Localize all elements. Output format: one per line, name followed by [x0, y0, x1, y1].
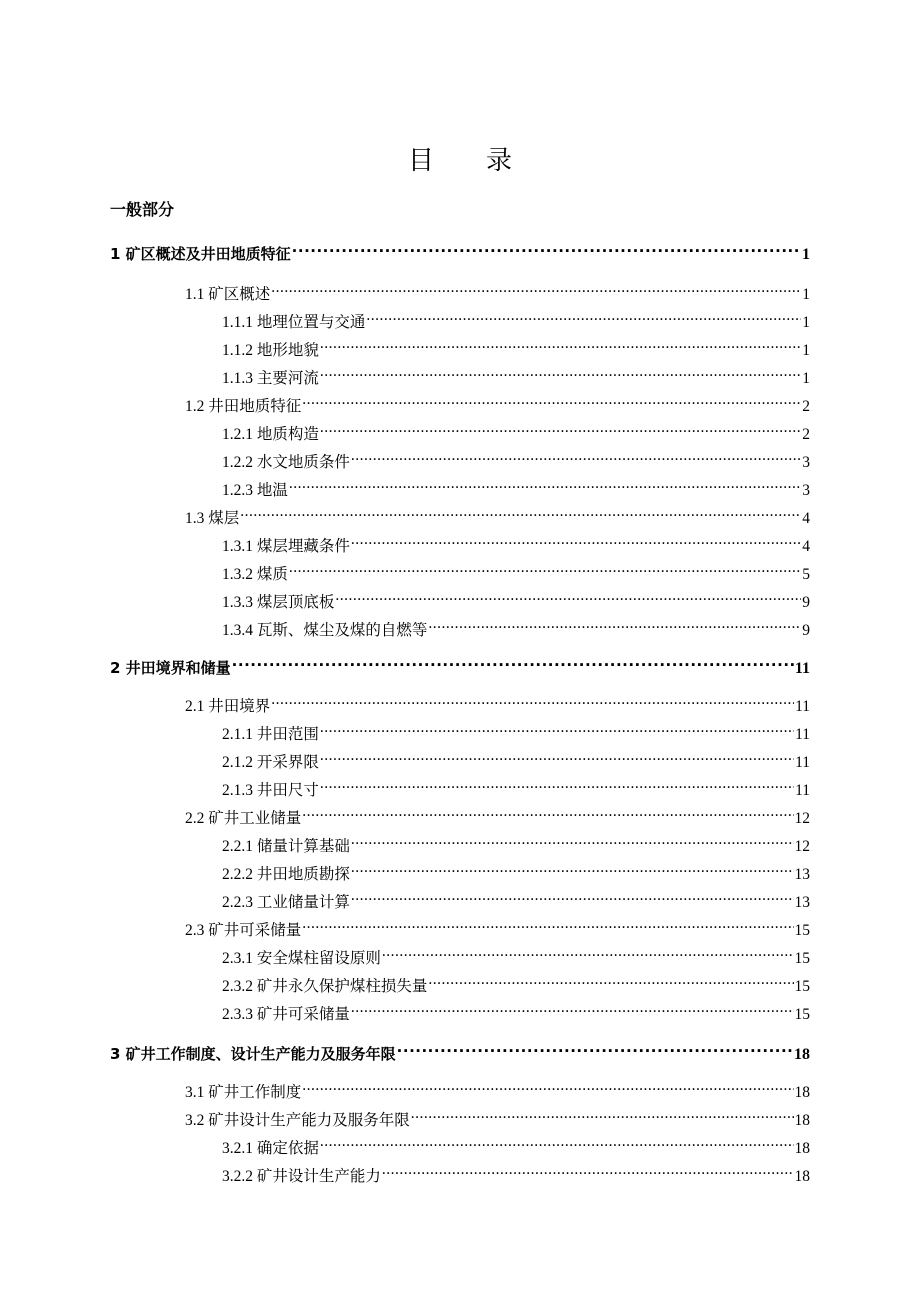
toc-entry-label: 2.1.2 开采界限: [222, 754, 319, 771]
toc-entry-page-number: 2: [802, 398, 810, 415]
toc-entry-page-number: 9: [802, 622, 810, 639]
toc-dot-leader: [428, 969, 793, 991]
toc-entry-label: 2.2.3 工业储量计算: [222, 894, 350, 911]
title-char-1: 目: [407, 146, 434, 176]
title-char-2: 录: [486, 146, 513, 176]
toc-entry-level-3[interactable]: [222, 997, 810, 1023]
toc-entry-label: 1.2.3 地温: [222, 482, 288, 499]
toc-entry-page-number: 18: [794, 1168, 810, 1185]
toc-entry-page-number: 18: [794, 1112, 810, 1129]
toc-entry-level-2[interactable]: [185, 1075, 810, 1101]
toc-dot-leader: [320, 1131, 794, 1153]
toc-entry-page-number: 13: [794, 866, 810, 883]
toc-entry-label: 3.1 矿井工作制度: [185, 1084, 302, 1101]
toc-dot-leader: [428, 613, 801, 635]
toc-dot-leader: [289, 557, 801, 579]
toc-entry-level-2[interactable]: [185, 689, 810, 715]
toc-dot-leader: [232, 651, 794, 673]
toc-entry-label: 1.1.2 地形地貌: [222, 342, 319, 359]
toc-entry-label: 2.2.2 井田地质勘探: [222, 866, 350, 883]
toc-entry-label: 1.2.1 地质构造: [222, 426, 319, 443]
toc-dot-leader: [351, 997, 794, 1019]
toc-entry-label: 3.2.1 确定依据: [222, 1140, 319, 1157]
toc-entry-level-3[interactable]: [222, 969, 810, 995]
toc-entry-level-3[interactable]: [222, 745, 810, 771]
toc-dot-leader: [351, 445, 801, 467]
toc-entry-label: 3 矿井工作制度、设计生产能力及服务年限: [110, 1045, 396, 1063]
toc-dot-leader: [240, 501, 801, 523]
toc-dot-leader: [335, 585, 801, 607]
toc-entry-label: 2.1.1 井田范围: [222, 726, 319, 743]
toc-entry-level-3[interactable]: [222, 361, 810, 387]
toc-entry-page-number: 11: [795, 782, 810, 799]
toc-entry-label: 1.1.3 主要河流: [222, 370, 319, 387]
toc-dot-leader: [302, 1075, 793, 1097]
toc-entry-page-number: 1: [802, 314, 810, 331]
toc-dot-leader: [382, 941, 794, 963]
toc-entry-level-3[interactable]: [222, 717, 810, 743]
toc-dot-leader: [366, 305, 801, 327]
toc-dot-leader: [351, 857, 794, 879]
toc-dot-leader: [320, 717, 794, 739]
toc-entry-page-number: 9: [802, 594, 810, 611]
toc-entry-page-number: 4: [802, 538, 810, 555]
toc-entry-page-number: 13: [794, 894, 810, 911]
toc-dot-leader: [271, 689, 794, 711]
toc-entry-level-2[interactable]: [185, 389, 810, 415]
toc-entry-label: 1.2 井田地质特征: [185, 398, 302, 415]
toc-entry-page-number: 2: [802, 426, 810, 443]
toc-dot-leader: [302, 913, 793, 935]
toc-entry-level-1[interactable]: [110, 1037, 810, 1063]
toc-entry-label: 1.3.3 煤层顶底板: [222, 594, 335, 611]
toc-entry-page-number: 5: [802, 566, 810, 583]
toc-entry-level-3[interactable]: [222, 473, 810, 499]
section-heading: 一般部分: [110, 200, 175, 219]
toc-entry-level-3[interactable]: [222, 333, 810, 359]
toc-dot-leader: [320, 417, 801, 439]
toc-entry-label: 1.3.4 瓦斯、煤尘及煤的自燃等: [222, 622, 428, 639]
toc-dot-leader: [292, 237, 801, 259]
toc-dot-leader: [351, 529, 801, 551]
toc-entry-level-3[interactable]: [222, 529, 810, 555]
toc-entry-label: 2.1.3 井田尺寸: [222, 782, 319, 799]
toc-entry-level-3[interactable]: [222, 585, 810, 611]
toc-dot-leader: [320, 773, 794, 795]
toc-entry-page-number: 15: [794, 978, 810, 995]
toc-entry-page-number: 11: [794, 660, 810, 677]
toc-entry-label: 2.2.1 储量计算基础: [222, 838, 350, 855]
toc-entry-level-3[interactable]: [222, 305, 810, 331]
toc-entry-level-3[interactable]: [222, 417, 810, 443]
toc-entry-level-1[interactable]: [110, 651, 810, 677]
toc-entry-level-3[interactable]: [222, 829, 810, 855]
toc-entry-page-number: 15: [794, 1006, 810, 1023]
toc-entry-page-number: 15: [794, 922, 810, 939]
toc-entry-page-number: 12: [794, 810, 810, 827]
toc-entry-level-3[interactable]: [222, 773, 810, 799]
toc-entry-level-2[interactable]: [185, 913, 810, 939]
toc-entry-level-2[interactable]: [185, 1103, 810, 1129]
toc-entry-label: 3.2 矿井设计生产能力及服务年限: [185, 1112, 410, 1129]
toc-dot-leader: [320, 333, 801, 355]
toc-entry-page-number: 1: [802, 342, 810, 359]
toc-entry-level-3[interactable]: [222, 1159, 810, 1185]
toc-dot-leader: [320, 745, 794, 767]
toc-entry-label: 2.3 矿井可采储量: [185, 922, 302, 939]
toc-entry-level-2[interactable]: [185, 501, 810, 527]
toc-entry-level-3[interactable]: [222, 1131, 810, 1157]
toc-entry-page-number: 18: [794, 1046, 810, 1063]
toc-entry-page-number: 3: [802, 482, 810, 499]
toc-dot-leader: [382, 1159, 794, 1181]
toc-dot-leader: [302, 389, 801, 411]
toc-entry-page-number: 12: [794, 838, 810, 855]
toc-dot-leader: [397, 1037, 793, 1059]
toc-entry-label: 1.3.1 煤层埋藏条件: [222, 538, 350, 555]
toc-entry-page-number: 18: [794, 1140, 810, 1157]
toc-entry-label: 2.1 井田境界: [185, 698, 271, 715]
toc-dot-leader: [289, 473, 801, 495]
toc-entry-label: 2 井田境界和储量: [110, 659, 231, 677]
toc-dot-leader: [271, 277, 801, 299]
toc-entry-page-number: 15: [794, 950, 810, 967]
toc-entry-label: 1.3 煤层: [185, 510, 240, 527]
toc-entry-page-number: 1: [802, 246, 810, 263]
toc-entry-label: 3.2.2 矿井设计生产能力: [222, 1168, 381, 1185]
toc-entry-label: 1.1.1 地理位置与交通: [222, 314, 366, 331]
toc-entry-label: 1.2.2 水文地质条件: [222, 454, 350, 471]
toc-entry-level-3[interactable]: [222, 613, 810, 639]
toc-dot-leader: [351, 885, 794, 907]
toc-dot-leader: [320, 361, 801, 383]
toc-entry-level-2[interactable]: [185, 277, 810, 303]
toc-entry-page-number: 11: [795, 698, 810, 715]
toc-entry-level-2[interactable]: [185, 801, 810, 827]
toc-entry-label: 1 矿区概述及井田地质特征: [110, 245, 291, 263]
toc-entry-label: 2.3.1 安全煤柱留设原则: [222, 950, 381, 967]
toc-entry-level-3[interactable]: [222, 857, 810, 883]
toc-entry-level-1[interactable]: [110, 237, 810, 263]
toc-entry-page-number: 4: [802, 510, 810, 527]
toc-entry-label: 1.1 矿区概述: [185, 286, 271, 303]
toc-entry-page-number: 11: [795, 754, 810, 771]
toc-entry-page-number: 18: [794, 1084, 810, 1101]
toc-dot-leader: [302, 801, 793, 823]
toc-entry-level-3[interactable]: [222, 557, 810, 583]
toc-entry-label: 2.3.3 矿井可采储量: [222, 1006, 350, 1023]
toc-dot-leader: [351, 829, 794, 851]
toc-entry-level-3[interactable]: [222, 941, 810, 967]
toc-entry-label: 2.2 矿井工业储量: [185, 810, 302, 827]
toc-entry-page-number: 1: [802, 286, 810, 303]
toc-dot-leader: [411, 1103, 794, 1125]
toc-entry-label: 1.3.2 煤质: [222, 566, 288, 583]
toc-entry-level-3[interactable]: [222, 445, 810, 471]
toc-entry-page-number: 11: [795, 726, 810, 743]
toc-entry-page-number: 3: [802, 454, 810, 471]
toc-entry-label: 2.3.2 矿井永久保护煤柱损失量: [222, 978, 428, 995]
toc-entry-level-3[interactable]: [222, 885, 810, 911]
toc-entry-page-number: 1: [802, 370, 810, 387]
